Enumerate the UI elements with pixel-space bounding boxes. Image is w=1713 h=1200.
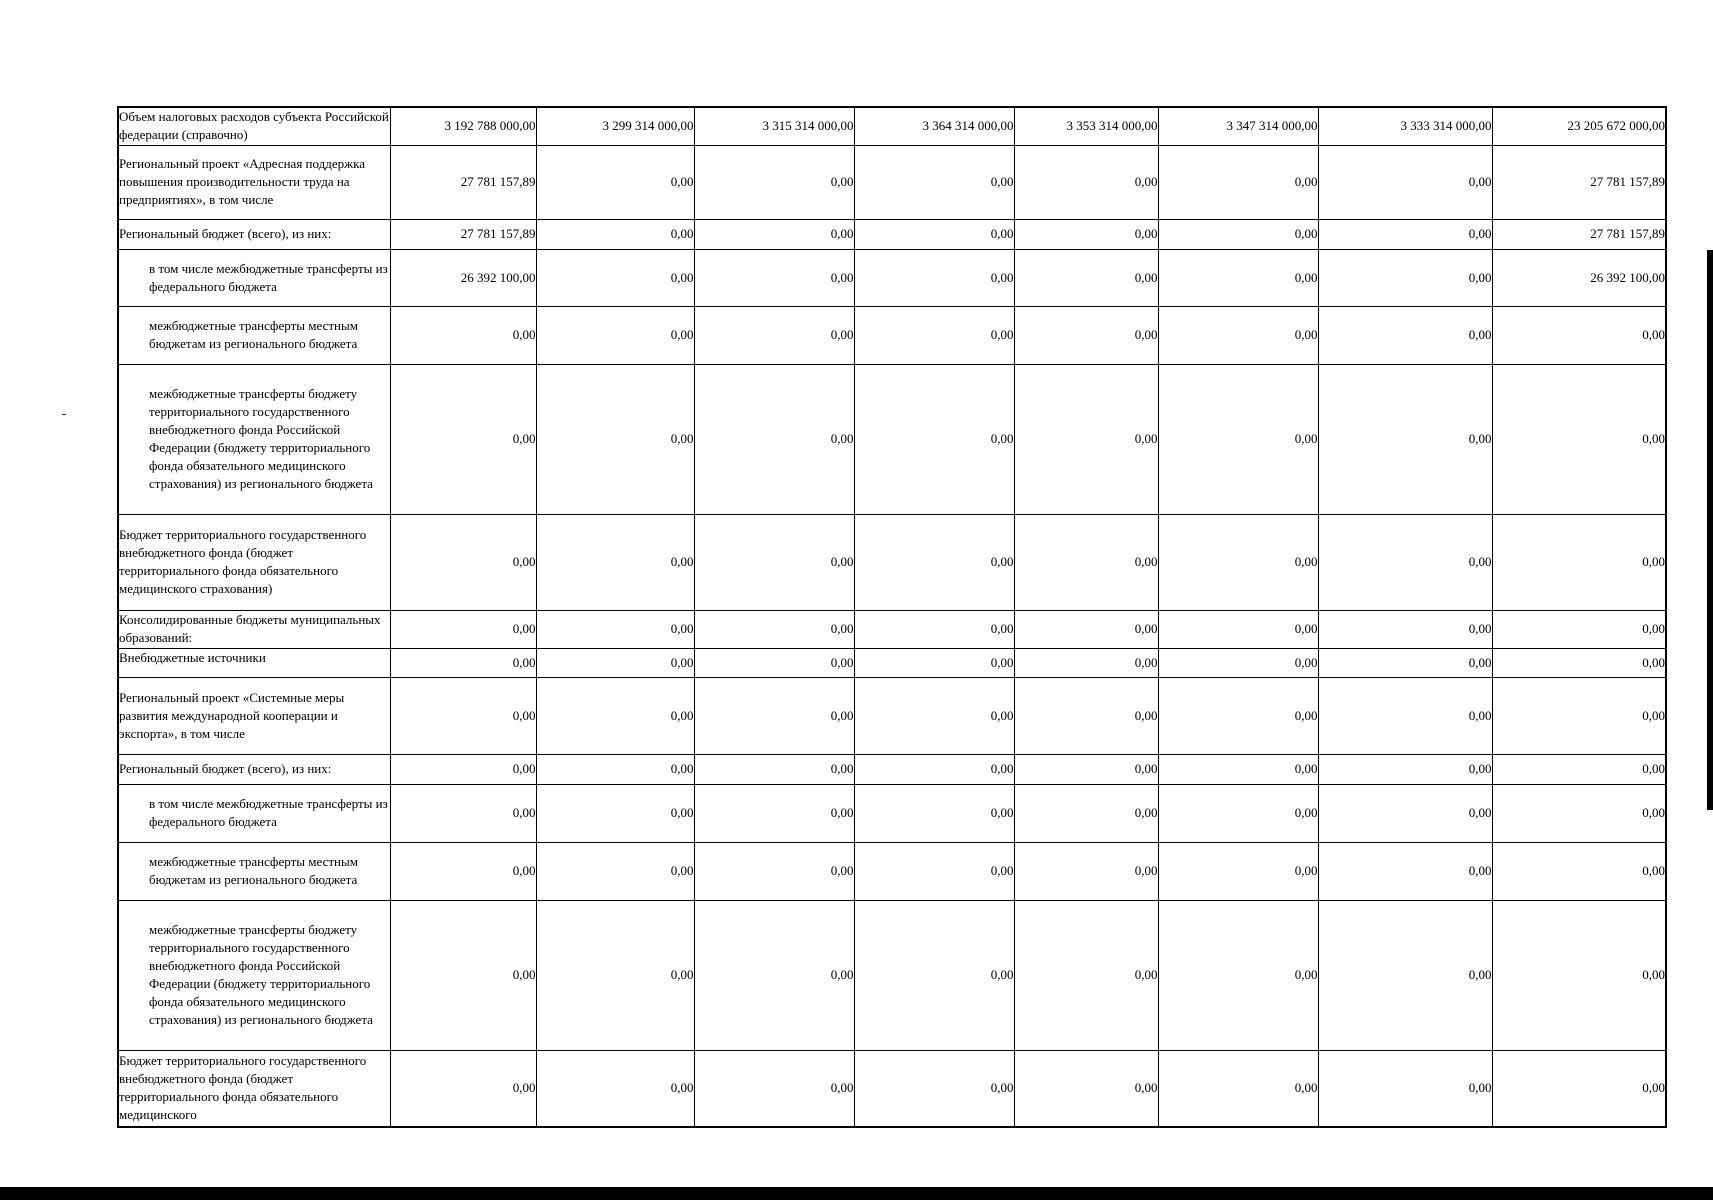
value-cell: 0,00 bbox=[390, 306, 536, 364]
table-row bbox=[118, 900, 1666, 1050]
value-cell: 0,00 bbox=[1158, 784, 1318, 842]
scan-edge-mark bbox=[1707, 250, 1713, 810]
row-label: Региональный проект «Адресная поддержка повышения производительности труда на предприятиях», в том числе bbox=[118, 145, 390, 219]
row-label: Бюджет территориального государственного внебюджетного фонда (бюджет территориального фонда обязательного медицинского страхования) bbox=[118, 514, 390, 610]
value-cell: 0,00 bbox=[1318, 364, 1492, 514]
value-cell: 0,00 bbox=[390, 900, 536, 1050]
value-cell: 0,00 bbox=[536, 754, 694, 784]
scan-bottom-band bbox=[0, 1187, 1713, 1200]
value-cell: 0,00 bbox=[1158, 219, 1318, 249]
value-cell: 0,00 bbox=[694, 648, 854, 677]
table-row bbox=[118, 219, 1666, 249]
value-cell: 0,00 bbox=[694, 610, 854, 648]
value-cell: 0,00 bbox=[390, 754, 536, 784]
value-cell: 0,00 bbox=[1014, 754, 1158, 784]
value-cell: 0,00 bbox=[1318, 1050, 1492, 1127]
value-cell: 0,00 bbox=[694, 784, 854, 842]
value-cell: 0,00 bbox=[1318, 306, 1492, 364]
row-label: Региональный бюджет (всего), из них: bbox=[118, 219, 390, 249]
value-cell: 0,00 bbox=[1158, 754, 1318, 784]
value-cell: 0,00 bbox=[536, 1050, 694, 1127]
value-cell: 3 364 314 000,00 bbox=[854, 107, 1014, 145]
value-cell: 0,00 bbox=[1318, 145, 1492, 219]
value-cell: 0,00 bbox=[1318, 784, 1492, 842]
total-cell: 0,00 bbox=[1492, 648, 1666, 677]
row-label: межбюджетные трансферты бюджету территориального государственного внебюджетного фонда Российской Федерации (бюджету территориального фонда обязательного медицинского страхования) из регионального бюджета bbox=[118, 900, 390, 1050]
value-cell: 0,00 bbox=[536, 842, 694, 900]
value-cell: 0,00 bbox=[1318, 249, 1492, 306]
value-cell: 0,00 bbox=[390, 648, 536, 677]
value-cell: 0,00 bbox=[390, 1050, 536, 1127]
total-cell: 0,00 bbox=[1492, 610, 1666, 648]
row-label: Региональный проект «Системные меры развития международной кооперации и экспорта», в том числе bbox=[118, 677, 390, 754]
value-cell: 0,00 bbox=[694, 364, 854, 514]
value-cell: 3 192 788 000,00 bbox=[390, 107, 536, 145]
value-cell: 0,00 bbox=[536, 677, 694, 754]
value-cell: 0,00 bbox=[536, 219, 694, 249]
value-cell: 0,00 bbox=[1158, 249, 1318, 306]
row-label: Внебюджетные источники bbox=[118, 648, 390, 677]
value-cell: 0,00 bbox=[1318, 610, 1492, 648]
value-cell: 0,00 bbox=[694, 754, 854, 784]
table-row bbox=[118, 842, 1666, 900]
value-cell: 0,00 bbox=[854, 249, 1014, 306]
value-cell: 0,00 bbox=[1014, 364, 1158, 514]
value-cell: 0,00 bbox=[1158, 306, 1318, 364]
value-cell: 0,00 bbox=[390, 364, 536, 514]
value-cell: 0,00 bbox=[1014, 784, 1158, 842]
value-cell: 0,00 bbox=[694, 677, 854, 754]
value-cell: 0,00 bbox=[390, 610, 536, 648]
row-label: межбюджетные трансферты местным бюджетам из регионального бюджета bbox=[118, 306, 390, 364]
row-label: Бюджет территориального государственного внебюджетного фонда (бюджет территориального фонда обязательного медицинского bbox=[118, 1050, 390, 1127]
row-label: в том числе межбюджетные трансферты из федерального бюджета bbox=[118, 784, 390, 842]
value-cell: 0,00 bbox=[1014, 648, 1158, 677]
value-cell: 0,00 bbox=[1318, 514, 1492, 610]
value-cell: 0,00 bbox=[854, 900, 1014, 1050]
total-cell: 0,00 bbox=[1492, 1050, 1666, 1127]
table-row bbox=[118, 610, 1666, 648]
value-cell: 0,00 bbox=[1014, 219, 1158, 249]
total-cell: 26 392 100,00 bbox=[1492, 249, 1666, 306]
value-cell: 0,00 bbox=[536, 648, 694, 677]
value-cell: 0,00 bbox=[536, 306, 694, 364]
value-cell: 3 315 314 000,00 bbox=[694, 107, 854, 145]
value-cell: 0,00 bbox=[694, 514, 854, 610]
row-label: межбюджетные трансферты местным бюджетам из регионального бюджета bbox=[118, 842, 390, 900]
scan-artifact-dot bbox=[62, 414, 66, 415]
value-cell: 0,00 bbox=[1014, 145, 1158, 219]
value-cell: 0,00 bbox=[536, 900, 694, 1050]
value-cell: 0,00 bbox=[1014, 677, 1158, 754]
value-cell: 0,00 bbox=[694, 306, 854, 364]
total-cell: 0,00 bbox=[1492, 754, 1666, 784]
value-cell: 27 781 157,89 bbox=[390, 145, 536, 219]
total-cell: 0,00 bbox=[1492, 784, 1666, 842]
value-cell: 0,00 bbox=[1014, 514, 1158, 610]
value-cell: 0,00 bbox=[1014, 306, 1158, 364]
value-cell: 0,00 bbox=[536, 145, 694, 219]
table-row bbox=[118, 145, 1666, 219]
value-cell: 0,00 bbox=[390, 514, 536, 610]
value-cell: 0,00 bbox=[854, 610, 1014, 648]
value-cell: 0,00 bbox=[854, 1050, 1014, 1127]
value-cell: 0,00 bbox=[694, 1050, 854, 1127]
budget-table bbox=[117, 106, 1667, 1128]
total-cell: 0,00 bbox=[1492, 364, 1666, 514]
value-cell: 0,00 bbox=[854, 842, 1014, 900]
value-cell: 0,00 bbox=[694, 842, 854, 900]
value-cell: 0,00 bbox=[694, 145, 854, 219]
value-cell: 3 333 314 000,00 bbox=[1318, 107, 1492, 145]
row-label: Региональный бюджет (всего), из них: bbox=[118, 754, 390, 784]
value-cell: 0,00 bbox=[1158, 842, 1318, 900]
table-row bbox=[118, 677, 1666, 754]
value-cell: 0,00 bbox=[854, 514, 1014, 610]
value-cell: 0,00 bbox=[1158, 610, 1318, 648]
value-cell: 0,00 bbox=[1014, 249, 1158, 306]
value-cell: 3 353 314 000,00 bbox=[1014, 107, 1158, 145]
row-label: межбюджетные трансферты бюджету территориального государственного внебюджетного фонда Российской Федерации (бюджету территориального фонда обязательного медицинского страхования) из регионального бюджета bbox=[118, 364, 390, 514]
table-row bbox=[118, 648, 1666, 677]
table-row bbox=[118, 306, 1666, 364]
value-cell: 0,00 bbox=[536, 364, 694, 514]
value-cell: 0,00 bbox=[854, 784, 1014, 842]
value-cell: 0,00 bbox=[536, 514, 694, 610]
value-cell: 0,00 bbox=[536, 249, 694, 306]
table-row bbox=[118, 364, 1666, 514]
value-cell: 0,00 bbox=[854, 648, 1014, 677]
value-cell: 0,00 bbox=[536, 610, 694, 648]
table-row bbox=[118, 514, 1666, 610]
value-cell: 0,00 bbox=[1014, 900, 1158, 1050]
value-cell: 0,00 bbox=[1158, 514, 1318, 610]
total-cell: 23 205 672 000,00 bbox=[1492, 107, 1666, 145]
total-cell: 0,00 bbox=[1492, 842, 1666, 900]
value-cell: 0,00 bbox=[1318, 677, 1492, 754]
table-row bbox=[118, 1050, 1666, 1127]
total-cell: 0,00 bbox=[1492, 514, 1666, 610]
value-cell: 0,00 bbox=[1318, 842, 1492, 900]
value-cell: 0,00 bbox=[1014, 1050, 1158, 1127]
value-cell: 0,00 bbox=[1318, 219, 1492, 249]
value-cell: 0,00 bbox=[854, 364, 1014, 514]
value-cell: 27 781 157,89 bbox=[390, 219, 536, 249]
row-label: в том числе межбюджетные трансферты из федерального бюджета bbox=[118, 249, 390, 306]
value-cell: 0,00 bbox=[854, 677, 1014, 754]
value-cell: 0,00 bbox=[390, 677, 536, 754]
value-cell: 0,00 bbox=[390, 784, 536, 842]
table-row bbox=[118, 249, 1666, 306]
value-cell: 0,00 bbox=[1318, 754, 1492, 784]
value-cell: 0,00 bbox=[1158, 1050, 1318, 1127]
value-cell: 0,00 bbox=[854, 219, 1014, 249]
total-cell: 0,00 bbox=[1492, 677, 1666, 754]
value-cell: 3 347 314 000,00 bbox=[1158, 107, 1318, 145]
value-cell: 0,00 bbox=[1158, 900, 1318, 1050]
value-cell: 0,00 bbox=[1158, 648, 1318, 677]
total-cell: 0,00 bbox=[1492, 306, 1666, 364]
value-cell: 0,00 bbox=[1014, 610, 1158, 648]
table-row bbox=[118, 107, 1666, 145]
value-cell: 0,00 bbox=[390, 842, 536, 900]
value-cell: 0,00 bbox=[1014, 842, 1158, 900]
value-cell: 0,00 bbox=[694, 249, 854, 306]
value-cell: 3 299 314 000,00 bbox=[536, 107, 694, 145]
value-cell: 0,00 bbox=[1318, 900, 1492, 1050]
value-cell: 0,00 bbox=[1158, 364, 1318, 514]
budget-table-body bbox=[118, 107, 1666, 1127]
row-label: Консолидированные бюджеты муниципальных образований: bbox=[118, 610, 390, 648]
total-cell: 0,00 bbox=[1492, 900, 1666, 1050]
table-row bbox=[118, 784, 1666, 842]
total-cell: 27 781 157,89 bbox=[1492, 219, 1666, 249]
total-cell: 27 781 157,89 bbox=[1492, 145, 1666, 219]
value-cell: 0,00 bbox=[854, 754, 1014, 784]
value-cell: 0,00 bbox=[1318, 648, 1492, 677]
value-cell: 0,00 bbox=[1158, 145, 1318, 219]
table-row bbox=[118, 754, 1666, 784]
value-cell: 0,00 bbox=[1158, 677, 1318, 754]
value-cell: 0,00 bbox=[536, 784, 694, 842]
row-label: Объем налоговых расходов субъекта Российской федерации (справочно) bbox=[118, 107, 390, 145]
value-cell: 0,00 bbox=[694, 219, 854, 249]
value-cell: 0,00 bbox=[694, 900, 854, 1050]
value-cell: 0,00 bbox=[854, 306, 1014, 364]
value-cell: 0,00 bbox=[854, 145, 1014, 219]
value-cell: 26 392 100,00 bbox=[390, 249, 536, 306]
